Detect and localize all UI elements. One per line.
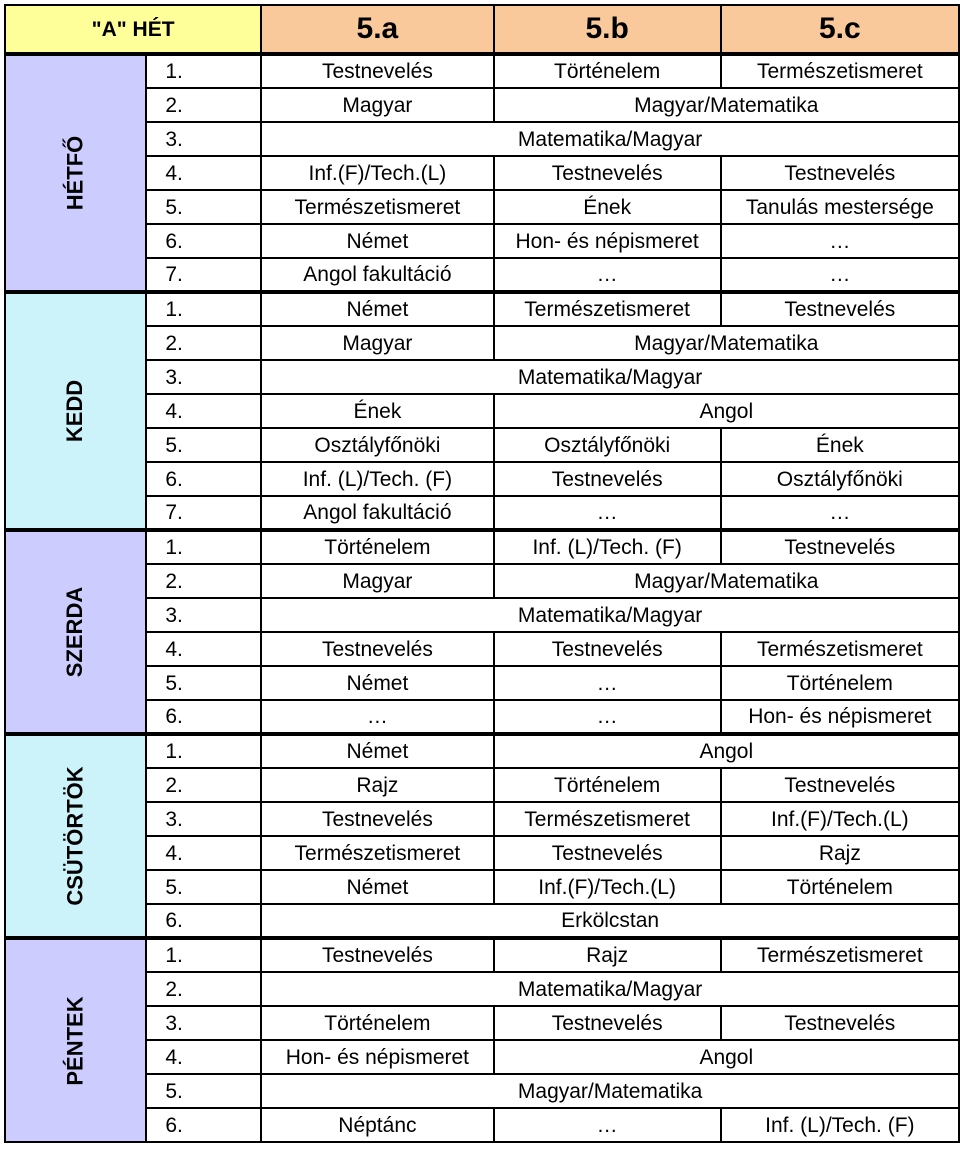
lesson-cell: Rajz	[721, 836, 959, 870]
lesson-cell: …	[261, 700, 493, 734]
lesson-row	[5, 292, 959, 326]
lesson-cell: Természetismeret	[494, 292, 721, 326]
lesson-cell: Történelem	[261, 1006, 493, 1040]
lesson-cell: Testnevelés	[721, 156, 959, 190]
lesson-cell: Magyar/Matematika	[494, 564, 959, 598]
lesson-number: 7.	[146, 258, 261, 292]
lesson-cell: Testnevelés	[721, 530, 959, 564]
lesson-row	[5, 360, 959, 394]
lesson-number: 3.	[146, 360, 261, 394]
lesson-cell: Angol	[494, 394, 959, 428]
lesson-row	[5, 530, 959, 564]
day-name: PÉNTEK	[62, 995, 88, 1086]
lesson-number: 5.	[146, 428, 261, 462]
day-name: HÉTFŐ	[62, 135, 88, 211]
lesson-number: 3.	[146, 598, 261, 632]
lesson-row	[5, 496, 959, 530]
lesson-row	[5, 1074, 959, 1108]
lesson-row	[5, 802, 959, 836]
lesson-row	[5, 190, 959, 224]
lesson-number: 3.	[146, 122, 261, 156]
lesson-row	[5, 1040, 959, 1074]
lesson-row	[5, 1006, 959, 1040]
lesson-number: 7.	[146, 496, 261, 530]
lesson-cell: Inf. (L)/Tech. (F)	[494, 530, 721, 564]
lesson-cell: Osztályfőnöki	[494, 428, 721, 462]
lesson-row	[5, 904, 959, 938]
lesson-cell: Testnevelés	[261, 632, 493, 666]
lesson-cell: Természetismeret	[721, 54, 959, 88]
lesson-number: 1.	[146, 54, 261, 88]
lesson-cell: Osztályfőnöki	[261, 428, 493, 462]
class-header-5b: 5.b	[494, 5, 721, 54]
lesson-number: 1.	[146, 530, 261, 564]
lesson-row	[5, 938, 959, 972]
lesson-cell: Hon- és népismeret	[261, 1040, 493, 1074]
lesson-row	[5, 836, 959, 870]
lesson-cell: …	[721, 258, 959, 292]
class-header-5c: 5.c	[721, 5, 959, 54]
lesson-cell: …	[721, 224, 959, 258]
lesson-row	[5, 394, 959, 428]
day-name: KEDD	[62, 379, 88, 443]
lesson-cell: Osztályfőnöki	[721, 462, 959, 496]
lesson-row	[5, 734, 959, 768]
lesson-cell: …	[494, 700, 721, 734]
lesson-cell: Természetismeret	[494, 802, 721, 836]
lesson-cell: Inf.(F)/Tech.(L)	[494, 870, 721, 904]
lesson-row	[5, 598, 959, 632]
lesson-cell: Természetismeret	[721, 632, 959, 666]
lesson-cell: Inf.(F)/Tech.(L)	[721, 802, 959, 836]
lesson-number: 1.	[146, 292, 261, 326]
lesson-cell: Német	[261, 224, 493, 258]
lesson-cell: Hon- és népismeret	[721, 700, 959, 734]
lesson-cell: Magyar	[261, 326, 493, 360]
lesson-cell: Angol	[494, 734, 959, 768]
lesson-cell: Német	[261, 666, 493, 700]
lesson-number: 2.	[146, 768, 261, 802]
lesson-cell: Inf.(F)/Tech.(L)	[261, 156, 493, 190]
timetable	[4, 4, 960, 1143]
lesson-row	[5, 156, 959, 190]
day-label-cell	[5, 734, 146, 938]
lesson-row	[5, 258, 959, 292]
lesson-cell: Inf. (L)/Tech. (F)	[721, 1108, 959, 1142]
lesson-cell: Történelem	[261, 530, 493, 564]
lesson-cell: Történelem	[494, 54, 721, 88]
lesson-number: 5.	[146, 1074, 261, 1108]
lesson-number: 2.	[146, 326, 261, 360]
lesson-number: 5.	[146, 666, 261, 700]
lesson-row	[5, 54, 959, 88]
lesson-number: 1.	[146, 734, 261, 768]
lesson-row	[5, 462, 959, 496]
lesson-number: 5.	[146, 190, 261, 224]
lesson-number: 4.	[146, 632, 261, 666]
lesson-number: 3.	[146, 1006, 261, 1040]
lesson-cell: Történelem	[721, 870, 959, 904]
lesson-cell: Hon- és népismeret	[494, 224, 721, 258]
lesson-cell: …	[494, 666, 721, 700]
lesson-row	[5, 564, 959, 598]
lesson-cell: Testnevelés	[721, 768, 959, 802]
lesson-number: 6.	[146, 1108, 261, 1142]
lesson-number: 6.	[146, 700, 261, 734]
lesson-cell: Testnevelés	[261, 802, 493, 836]
lesson-cell: Német	[261, 870, 493, 904]
lesson-cell: Testnevelés	[261, 54, 493, 88]
lesson-number: 6.	[146, 904, 261, 938]
lesson-cell: Angol fakultáció	[261, 496, 493, 530]
day-label-cell	[5, 938, 146, 1142]
lesson-cell: Angol fakultáció	[261, 258, 493, 292]
lesson-cell: Német	[261, 734, 493, 768]
lesson-cell: Rajz	[494, 938, 721, 972]
day-label-cell	[5, 530, 146, 734]
header-row	[5, 5, 959, 54]
lesson-row	[5, 224, 959, 258]
lesson-number: 4.	[146, 394, 261, 428]
lesson-cell: Magyar/Matematika	[261, 1074, 959, 1108]
lesson-cell: Erkölcstan	[261, 904, 959, 938]
lesson-row	[5, 122, 959, 156]
lesson-row	[5, 972, 959, 1006]
lesson-cell: Matematika/Magyar	[261, 972, 959, 1006]
lesson-cell: …	[494, 258, 721, 292]
lesson-cell: Történelem	[494, 768, 721, 802]
lesson-cell: Testnevelés	[494, 156, 721, 190]
lesson-row	[5, 870, 959, 904]
lesson-cell: Tanulás mestersége	[721, 190, 959, 224]
lesson-cell: Magyar	[261, 88, 493, 122]
lesson-cell: Magyar	[261, 564, 493, 598]
lesson-cell: Természetismeret	[261, 836, 493, 870]
lesson-cell: Magyar/Matematika	[494, 326, 959, 360]
lesson-cell: Testnevelés	[721, 292, 959, 326]
lesson-row	[5, 1108, 959, 1142]
day-name: SZERDA	[62, 586, 88, 678]
lesson-cell: Ének	[721, 428, 959, 462]
lesson-cell: Testnevelés	[494, 836, 721, 870]
lesson-cell: Matematika/Magyar	[261, 598, 959, 632]
lesson-number: 6.	[146, 224, 261, 258]
lesson-number: 6.	[146, 462, 261, 496]
class-header-5a: 5.a	[261, 5, 493, 54]
lesson-cell: Testnevelés	[261, 938, 493, 972]
lesson-cell: …	[494, 496, 721, 530]
day-name: CSÜTÖRTÖK	[62, 766, 88, 906]
lesson-cell: …	[721, 496, 959, 530]
lesson-row	[5, 666, 959, 700]
lesson-number: 4.	[146, 836, 261, 870]
lesson-cell: Történelem	[721, 666, 959, 700]
lesson-row	[5, 632, 959, 666]
lesson-cell: Magyar/Matematika	[494, 88, 959, 122]
timetable-body	[5, 5, 959, 1142]
lesson-cell: Néptánc	[261, 1108, 493, 1142]
day-label-cell	[5, 292, 146, 530]
lesson-number: 5.	[146, 870, 261, 904]
lesson-number: 4.	[146, 1040, 261, 1074]
week-title: "A" HÉT	[5, 5, 261, 54]
lesson-cell: Német	[261, 292, 493, 326]
lesson-cell: Matematika/Magyar	[261, 360, 959, 394]
lesson-cell: Rajz	[261, 768, 493, 802]
lesson-number: 4.	[146, 156, 261, 190]
lesson-row	[5, 326, 959, 360]
lesson-cell: Matematika/Magyar	[261, 122, 959, 156]
lesson-cell: Angol	[494, 1040, 959, 1074]
lesson-number: 2.	[146, 88, 261, 122]
lesson-row	[5, 700, 959, 734]
lesson-number: 3.	[146, 802, 261, 836]
lesson-number: 1.	[146, 938, 261, 972]
lesson-cell: Testnevelés	[494, 1006, 721, 1040]
lesson-row	[5, 428, 959, 462]
lesson-row	[5, 768, 959, 802]
lesson-cell: Természetismeret	[261, 190, 493, 224]
lesson-number: 2.	[146, 972, 261, 1006]
lesson-row	[5, 88, 959, 122]
lesson-cell: Ének	[494, 190, 721, 224]
lesson-cell: Ének	[261, 394, 493, 428]
lesson-cell: Természetismeret	[721, 938, 959, 972]
lesson-cell: Testnevelés	[721, 1006, 959, 1040]
lesson-cell: Testnevelés	[494, 462, 721, 496]
lesson-cell: …	[494, 1108, 721, 1142]
lesson-cell: Testnevelés	[494, 632, 721, 666]
day-label-cell	[5, 54, 146, 292]
lesson-number: 2.	[146, 564, 261, 598]
lesson-cell: Inf. (L)/Tech. (F)	[261, 462, 493, 496]
